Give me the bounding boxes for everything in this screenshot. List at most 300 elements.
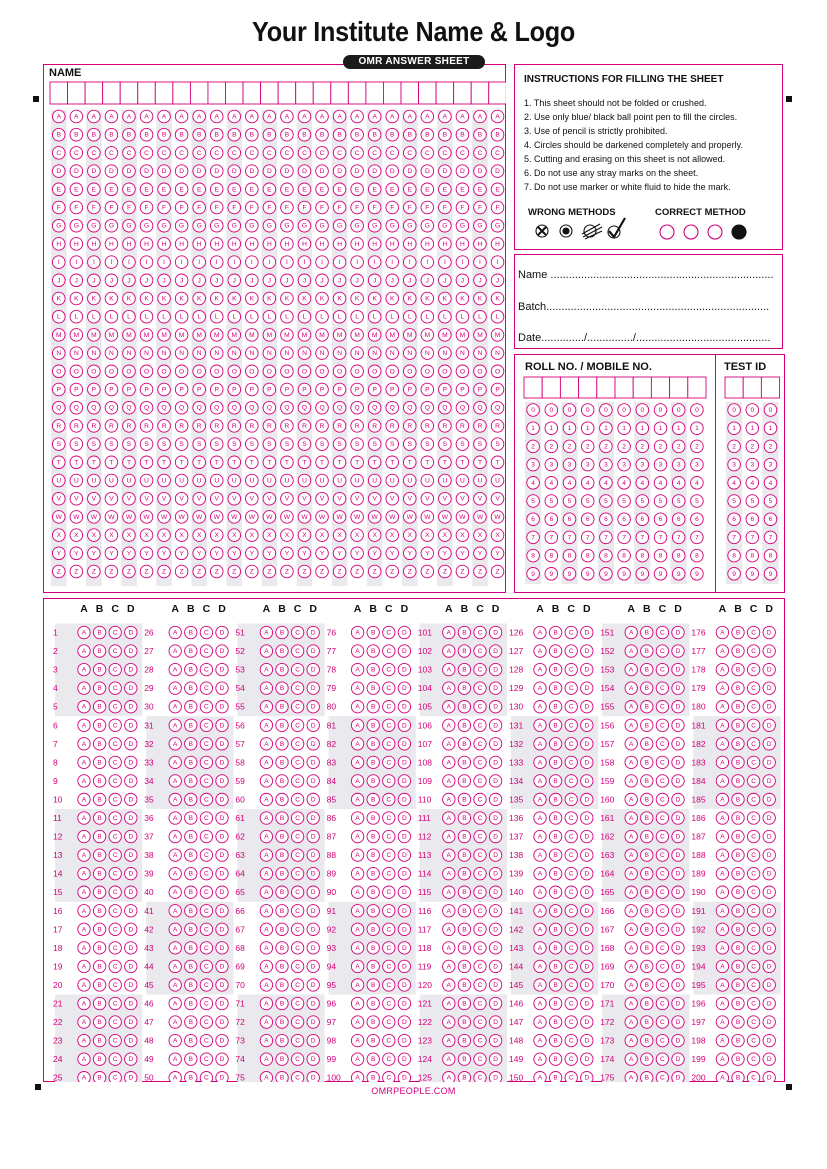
name-bubble[interactable]	[456, 110, 469, 123]
answer-bubble[interactable]	[351, 997, 363, 1009]
name-bubble[interactable]	[246, 456, 259, 469]
answer-bubble[interactable]	[732, 719, 744, 731]
answer-bubble[interactable]	[732, 830, 744, 842]
answer-bubble[interactable]	[93, 738, 105, 750]
answer-bubble[interactable]	[291, 719, 303, 731]
answer-bubble[interactable]	[93, 923, 105, 935]
name-bubble[interactable]	[158, 456, 171, 469]
name-bubble[interactable]	[140, 256, 153, 269]
name-bubble[interactable]	[70, 238, 83, 251]
answer-bubble[interactable]	[534, 886, 546, 898]
answer-bubble[interactable]	[169, 923, 181, 935]
name-bubble[interactable]	[386, 238, 399, 251]
answer-bubble[interactable]	[443, 923, 455, 935]
answer-bubble[interactable]	[367, 812, 379, 824]
name-bubble[interactable]	[88, 420, 101, 433]
name-bubble[interactable]	[123, 438, 136, 451]
answer-bubble[interactable]	[641, 645, 653, 657]
answer-bubble[interactable]	[216, 886, 228, 898]
roll-bubble[interactable]	[545, 568, 558, 581]
answer-bubble[interactable]	[307, 1053, 319, 1065]
answer-bubble[interactable]	[656, 645, 668, 657]
answer-bubble[interactable]	[747, 1072, 759, 1083]
roll-bubble[interactable]	[563, 440, 576, 453]
answer-bubble[interactable]	[443, 1034, 455, 1046]
name-bubble[interactable]	[316, 292, 329, 305]
name-bubble[interactable]	[210, 456, 223, 469]
name-bubble[interactable]	[70, 529, 83, 542]
name-bubble[interactable]	[439, 238, 452, 251]
answer-bubble[interactable]	[109, 942, 121, 954]
name-bubble[interactable]	[210, 511, 223, 524]
test-id-bubble[interactable]	[746, 513, 759, 526]
answer-bubble[interactable]	[291, 942, 303, 954]
roll-bubble[interactable]	[672, 440, 685, 453]
answer-bubble[interactable]	[625, 682, 637, 694]
name-bubble[interactable]	[175, 401, 188, 414]
answer-bubble[interactable]	[383, 849, 395, 861]
name-bubble[interactable]	[70, 256, 83, 269]
roll-bubble[interactable]	[581, 440, 594, 453]
name-bubble[interactable]	[105, 219, 118, 232]
answer-bubble[interactable]	[641, 701, 653, 713]
answer-bubble[interactable]	[474, 1016, 486, 1028]
roll-bubble[interactable]	[691, 458, 704, 471]
name-bubble[interactable]	[193, 274, 206, 287]
answer-bubble[interactable]	[443, 960, 455, 972]
name-bubble[interactable]	[351, 365, 364, 378]
answer-bubble[interactable]	[169, 830, 181, 842]
name-bubble[interactable]	[298, 511, 311, 524]
answer-bubble[interactable]	[716, 682, 728, 694]
answer-bubble[interactable]	[458, 1053, 470, 1065]
answer-bubble[interactable]	[307, 960, 319, 972]
test-id-bubble[interactable]	[746, 549, 759, 562]
name-bubble[interactable]	[421, 292, 434, 305]
answer-bubble[interactable]	[276, 849, 288, 861]
name-bubble[interactable]	[386, 274, 399, 287]
answer-bubble[interactable]	[458, 960, 470, 972]
answer-bubble[interactable]	[549, 626, 561, 638]
name-bubble[interactable]	[105, 492, 118, 505]
answer-bubble[interactable]	[307, 1072, 319, 1083]
answer-bubble[interactable]	[383, 812, 395, 824]
answer-bubble[interactable]	[534, 1016, 546, 1028]
answer-bubble[interactable]	[458, 793, 470, 805]
name-bubble[interactable]	[281, 256, 294, 269]
answer-bubble[interactable]	[458, 867, 470, 879]
name-bubble[interactable]	[70, 310, 83, 323]
name-bubble[interactable]	[88, 511, 101, 524]
answer-bubble[interactable]	[747, 1016, 759, 1028]
answer-bubble[interactable]	[307, 979, 319, 991]
name-bubble[interactable]	[333, 456, 346, 469]
answer-bubble[interactable]	[458, 645, 470, 657]
answer-bubble[interactable]	[565, 626, 577, 638]
name-bubble[interactable]	[52, 128, 65, 141]
answer-bubble[interactable]	[291, 738, 303, 750]
answer-bubble[interactable]	[93, 905, 105, 917]
answer-bubble[interactable]	[169, 997, 181, 1009]
name-bubble[interactable]	[439, 274, 452, 287]
answer-bubble[interactable]	[625, 905, 637, 917]
name-bubble[interactable]	[421, 201, 434, 214]
name-bubble[interactable]	[140, 401, 153, 414]
name-bubble[interactable]	[298, 183, 311, 196]
answer-bubble[interactable]	[489, 886, 501, 898]
answer-bubble[interactable]	[351, 756, 363, 768]
answer-bubble[interactable]	[656, 719, 668, 731]
answer-bubble[interactable]	[534, 867, 546, 879]
answer-bubble[interactable]	[93, 849, 105, 861]
date-field[interactable]: Date............../.............../............................................	[518, 332, 771, 344]
answer-bubble[interactable]	[200, 1072, 212, 1083]
answer-bubble[interactable]	[534, 830, 546, 842]
name-bubble[interactable]	[421, 329, 434, 342]
name-bubble[interactable]	[421, 511, 434, 524]
answer-bubble[interactable]	[367, 1034, 379, 1046]
name-bubble[interactable]	[105, 165, 118, 178]
roll-bubble[interactable]	[691, 495, 704, 508]
name-bubble[interactable]	[210, 383, 223, 396]
name-bubble[interactable]	[228, 456, 241, 469]
roll-bubble[interactable]	[691, 477, 704, 490]
answer-bubble[interactable]	[534, 719, 546, 731]
name-bubble[interactable]	[193, 147, 206, 160]
answer-bubble[interactable]	[672, 979, 684, 991]
name-field[interactable]: Name .........................................................................	[518, 269, 774, 281]
roll-bubble[interactable]	[527, 549, 540, 562]
answer-bubble[interactable]	[716, 1016, 728, 1028]
answer-bubble[interactable]	[581, 1034, 593, 1046]
answer-bubble[interactable]	[307, 923, 319, 935]
answer-bubble[interactable]	[307, 997, 319, 1009]
name-bubble[interactable]	[386, 383, 399, 396]
roll-bubble[interactable]	[563, 477, 576, 490]
answer-bubble[interactable]	[169, 849, 181, 861]
answer-bubble[interactable]	[581, 719, 593, 731]
name-bubble[interactable]	[281, 310, 294, 323]
answer-bubble[interactable]	[716, 979, 728, 991]
answer-bubble[interactable]	[581, 905, 593, 917]
answer-bubble[interactable]	[367, 775, 379, 787]
name-bubble[interactable]	[281, 201, 294, 214]
answer-bubble[interactable]	[383, 830, 395, 842]
answer-bubble[interactable]	[276, 942, 288, 954]
name-bubble[interactable]	[123, 256, 136, 269]
answer-bubble[interactable]	[93, 775, 105, 787]
answer-bubble[interactable]	[169, 886, 181, 898]
name-bubble[interactable]	[298, 274, 311, 287]
answer-bubble[interactable]	[458, 663, 470, 675]
answer-bubble[interactable]	[398, 719, 410, 731]
answer-bubble[interactable]	[732, 756, 744, 768]
test-id-bubble[interactable]	[746, 495, 759, 508]
answer-bubble[interactable]	[216, 738, 228, 750]
answer-bubble[interactable]	[383, 663, 395, 675]
name-bubble[interactable]	[88, 147, 101, 160]
answer-bubble[interactable]	[383, 701, 395, 713]
name-bubble[interactable]	[298, 365, 311, 378]
name-bubble[interactable]	[228, 329, 241, 342]
answer-bubble[interactable]	[307, 793, 319, 805]
answer-bubble[interactable]	[732, 738, 744, 750]
answer-bubble[interactable]	[474, 886, 486, 898]
answer-bubble[interactable]	[565, 663, 577, 675]
name-bubble[interactable]	[70, 420, 83, 433]
name-bubble[interactable]	[386, 547, 399, 560]
name-bubble[interactable]	[246, 310, 259, 323]
name-bubble[interactable]	[246, 147, 259, 160]
test-id-bubble[interactable]	[746, 422, 759, 435]
answer-bubble[interactable]	[534, 738, 546, 750]
name-bubble[interactable]	[439, 292, 452, 305]
answer-bubble[interactable]	[216, 626, 228, 638]
name-bubble[interactable]	[210, 347, 223, 360]
answer-bubble[interactable]	[93, 1034, 105, 1046]
name-bubble[interactable]	[123, 201, 136, 214]
name-bubble[interactable]	[421, 147, 434, 160]
name-bubble[interactable]	[439, 147, 452, 160]
answer-bubble[interactable]	[443, 701, 455, 713]
name-bubble[interactable]	[351, 128, 364, 141]
answer-bubble[interactable]	[549, 923, 561, 935]
answer-bubble[interactable]	[443, 645, 455, 657]
answer-bubble[interactable]	[307, 682, 319, 694]
name-bubble[interactable]	[439, 183, 452, 196]
answer-bubble[interactable]	[78, 775, 90, 787]
answer-bubble[interactable]	[200, 997, 212, 1009]
answer-bubble[interactable]	[260, 997, 272, 1009]
name-bubble[interactable]	[52, 438, 65, 451]
name-bubble[interactable]	[333, 383, 346, 396]
roll-bubble[interactable]	[581, 422, 594, 435]
name-bubble[interactable]	[175, 310, 188, 323]
answer-bubble[interactable]	[200, 1034, 212, 1046]
answer-bubble[interactable]	[276, 719, 288, 731]
name-bubble[interactable]	[351, 329, 364, 342]
answer-bubble[interactable]	[641, 775, 653, 787]
answer-bubble[interactable]	[78, 867, 90, 879]
name-bubble[interactable]	[123, 310, 136, 323]
answer-bubble[interactable]	[641, 979, 653, 991]
name-bubble[interactable]	[456, 274, 469, 287]
answer-bubble[interactable]	[732, 867, 744, 879]
answer-bubble[interactable]	[367, 979, 379, 991]
name-bubble[interactable]	[316, 238, 329, 251]
name-bubble[interactable]	[88, 256, 101, 269]
answer-bubble[interactable]	[291, 812, 303, 824]
answer-bubble[interactable]	[109, 867, 121, 879]
name-bubble[interactable]	[52, 565, 65, 578]
test-id-bubble[interactable]	[746, 531, 759, 544]
answer-bubble[interactable]	[216, 1072, 228, 1083]
name-bubble[interactable]	[228, 310, 241, 323]
answer-bubble[interactable]	[656, 849, 668, 861]
answer-bubble[interactable]	[185, 812, 197, 824]
name-bubble[interactable]	[439, 438, 452, 451]
roll-bubble[interactable]	[545, 440, 558, 453]
answer-bubble[interactable]	[489, 997, 501, 1009]
answer-bubble[interactable]	[291, 1053, 303, 1065]
name-bubble[interactable]	[368, 201, 381, 214]
answer-bubble[interactable]	[474, 1072, 486, 1083]
answer-bubble[interactable]	[656, 960, 668, 972]
name-bubble[interactable]	[105, 256, 118, 269]
name-bubble[interactable]	[316, 256, 329, 269]
name-bubble[interactable]	[281, 110, 294, 123]
name-bubble[interactable]	[491, 256, 504, 269]
answer-bubble[interactable]	[625, 942, 637, 954]
answer-bubble[interactable]	[716, 997, 728, 1009]
name-bubble[interactable]	[491, 347, 504, 360]
answer-bubble[interactable]	[747, 830, 759, 842]
answer-bubble[interactable]	[398, 979, 410, 991]
name-bubble[interactable]	[175, 128, 188, 141]
answer-bubble[interactable]	[747, 756, 759, 768]
name-bubble[interactable]	[316, 110, 329, 123]
answer-bubble[interactable]	[200, 719, 212, 731]
answer-bubble[interactable]	[185, 830, 197, 842]
answer-bubble[interactable]	[367, 793, 379, 805]
answer-bubble[interactable]	[125, 682, 137, 694]
name-bubble[interactable]	[123, 110, 136, 123]
name-bubble[interactable]	[263, 183, 276, 196]
name-bubble[interactable]	[298, 292, 311, 305]
roll-bubble[interactable]	[672, 495, 685, 508]
name-bubble[interactable]	[52, 238, 65, 251]
roll-bubble[interactable]	[618, 422, 631, 435]
name-bubble[interactable]	[298, 547, 311, 560]
name-bubble[interactable]	[123, 492, 136, 505]
name-bubble[interactable]	[193, 547, 206, 560]
answer-bubble[interactable]	[78, 645, 90, 657]
answer-bubble[interactable]	[185, 701, 197, 713]
answer-bubble[interactable]	[565, 756, 577, 768]
name-bubble[interactable]	[210, 329, 223, 342]
answer-bubble[interactable]	[641, 626, 653, 638]
name-bubble[interactable]	[368, 274, 381, 287]
name-bubble[interactable]	[474, 383, 487, 396]
name-bubble[interactable]	[456, 347, 469, 360]
answer-bubble[interactable]	[565, 812, 577, 824]
name-bubble[interactable]	[263, 511, 276, 524]
name-bubble[interactable]	[474, 147, 487, 160]
name-bubble[interactable]	[421, 219, 434, 232]
answer-bubble[interactable]	[78, 886, 90, 898]
answer-bubble[interactable]	[169, 812, 181, 824]
answer-bubble[interactable]	[351, 979, 363, 991]
name-bubble[interactable]	[70, 147, 83, 160]
answer-bubble[interactable]	[78, 1072, 90, 1083]
roll-bubble[interactable]	[672, 549, 685, 562]
answer-bubble[interactable]	[125, 905, 137, 917]
name-bubble[interactable]	[298, 456, 311, 469]
name-bubble[interactable]	[52, 547, 65, 560]
name-bubble[interactable]	[491, 420, 504, 433]
answer-bubble[interactable]	[489, 682, 501, 694]
name-bubble[interactable]	[123, 547, 136, 560]
roll-bubble[interactable]	[636, 549, 649, 562]
answer-bubble[interactable]	[641, 830, 653, 842]
roll-bubble[interactable]	[581, 549, 594, 562]
roll-bubble[interactable]	[600, 531, 613, 544]
answer-bubble[interactable]	[747, 738, 759, 750]
name-bubble[interactable]	[333, 565, 346, 578]
name-char-box[interactable]	[68, 82, 86, 104]
name-bubble[interactable]	[316, 474, 329, 487]
name-char-box[interactable]	[454, 82, 472, 104]
name-bubble[interactable]	[88, 347, 101, 360]
answer-bubble[interactable]	[581, 997, 593, 1009]
answer-bubble[interactable]	[763, 830, 775, 842]
name-bubble[interactable]	[316, 438, 329, 451]
name-bubble[interactable]	[123, 365, 136, 378]
answer-bubble[interactable]	[549, 942, 561, 954]
answer-bubble[interactable]	[351, 886, 363, 898]
roll-bubble[interactable]	[636, 422, 649, 435]
answer-bubble[interactable]	[351, 1016, 363, 1028]
name-bubble[interactable]	[175, 274, 188, 287]
answer-bubble[interactable]	[291, 645, 303, 657]
answer-bubble[interactable]	[169, 756, 181, 768]
answer-bubble[interactable]	[398, 1053, 410, 1065]
answer-bubble[interactable]	[549, 1072, 561, 1083]
answer-bubble[interactable]	[489, 701, 501, 713]
answer-bubble[interactable]	[656, 1053, 668, 1065]
test-id-char-box[interactable]	[725, 377, 743, 398]
name-bubble[interactable]	[333, 347, 346, 360]
answer-bubble[interactable]	[200, 979, 212, 991]
test-id-bubble[interactable]	[764, 531, 777, 544]
name-bubble[interactable]	[281, 274, 294, 287]
name-bubble[interactable]	[263, 474, 276, 487]
answer-bubble[interactable]	[534, 923, 546, 935]
answer-bubble[interactable]	[260, 923, 272, 935]
name-bubble[interactable]	[298, 492, 311, 505]
answer-bubble[interactable]	[716, 960, 728, 972]
name-bubble[interactable]	[246, 183, 259, 196]
name-bubble[interactable]	[491, 274, 504, 287]
answer-bubble[interactable]	[169, 942, 181, 954]
name-char-box[interactable]	[103, 82, 121, 104]
name-bubble[interactable]	[403, 511, 416, 524]
answer-bubble[interactable]	[716, 756, 728, 768]
name-bubble[interactable]	[316, 401, 329, 414]
answer-bubble[interactable]	[398, 997, 410, 1009]
answer-bubble[interactable]	[291, 775, 303, 787]
name-bubble[interactable]	[316, 165, 329, 178]
answer-bubble[interactable]	[534, 849, 546, 861]
answer-bubble[interactable]	[549, 645, 561, 657]
name-bubble[interactable]	[175, 110, 188, 123]
answer-bubble[interactable]	[474, 849, 486, 861]
answer-bubble[interactable]	[625, 923, 637, 935]
name-bubble[interactable]	[281, 529, 294, 542]
answer-bubble[interactable]	[216, 997, 228, 1009]
answer-bubble[interactable]	[549, 849, 561, 861]
name-bubble[interactable]	[246, 365, 259, 378]
answer-bubble[interactable]	[489, 960, 501, 972]
answer-bubble[interactable]	[398, 812, 410, 824]
answer-bubble[interactable]	[641, 682, 653, 694]
name-bubble[interactable]	[88, 292, 101, 305]
name-bubble[interactable]	[246, 492, 259, 505]
answer-bubble[interactable]	[581, 738, 593, 750]
answer-bubble[interactable]	[474, 979, 486, 991]
answer-bubble[interactable]	[763, 701, 775, 713]
answer-bubble[interactable]	[276, 979, 288, 991]
